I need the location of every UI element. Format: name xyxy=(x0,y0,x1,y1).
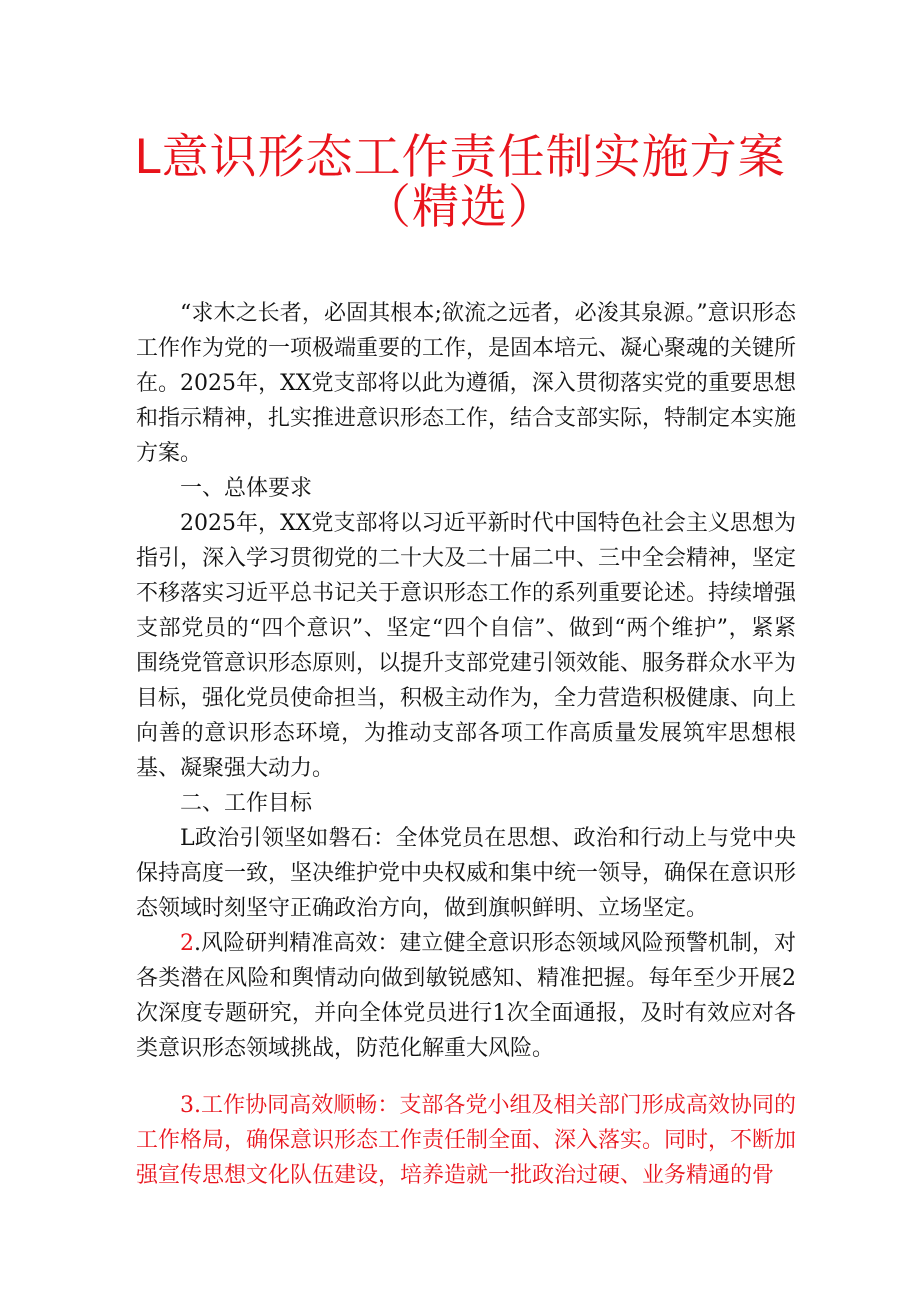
intro-paragraph: “求木之长者，必固其根本;欲流之远者，必浚其泉源。”意识形态工作作为党的一项极端重要的工作，是固本培元、凝心聚魂的关键所在。2025年，XX党支部将以此为遵循，深入贯彻落实党的重要思想和指示精神，扎实推进意识形态工作，结合支部实际，特制定本实施方案。 xyxy=(136,301,797,466)
document-subtitle: （精选） xyxy=(364,180,556,235)
goal-item-3: 3.工作协同高效顺畅：支部各党小组及相关部门形成高效协同的工作格局，确保意识形态工作责任制全面、深入落实。同时，不断加强宣传思想文化队伍建设，培养造就一批政治过硬、业务精通的骨 xyxy=(136,1093,797,1188)
goal-item-2-text: .风险研判精准高效：建立健全意识形态领域风险预警机制，对各类潜在风险和舆情动向做到敏锐感知、精准把握。每年至少开展2次深度专题研究，并向全体党员进行1次全面通报，及时有效应对各类意识形态领域挑战，防范化解重大风险。 xyxy=(136,931,796,1061)
general-requirements-paragraph: 2025年，XX党支部将以习近平新时代中国特色社会主义思想为指引，深入学习贯彻党的二十大及二十届二中、三中全会精神，坚定不移落实习近平总书记关于意识形态工作的系列重要论述。持续增强支部党员的“四个意识”、坚定“四个自信”、做到“两个维护”，紧紧围绕党管意识形态原则，以提升支部党建引领效能、服务群众水平为目标，强化党员使命担当，积极主动作为，全力营造积极健康、向上向善的意识形态环境，为推动支部各项工作高质量发展筑牢思想根基、凝聚强大动力。 xyxy=(136,511,797,781)
section-heading-general: 一、总体要求 xyxy=(180,476,313,501)
goal-item-2-number: 2 xyxy=(180,931,194,956)
document-body xyxy=(136,296,796,1193)
section-heading-goals: 二、工作目标 xyxy=(180,791,313,816)
goal-item-2 xyxy=(136,926,796,1066)
document-title: L意识形态工作责任制实施方案 xyxy=(134,130,786,185)
goal-item-1: L政治引领坚如磐石：全体党员在思想、政治和行动上与党中央保持高度一致，坚决维护党中央权威和集中统一领导，确保在意识形态领域时刻坚守正确政治方向，做到旗帜鲜明、立场坚定。 xyxy=(136,826,797,921)
